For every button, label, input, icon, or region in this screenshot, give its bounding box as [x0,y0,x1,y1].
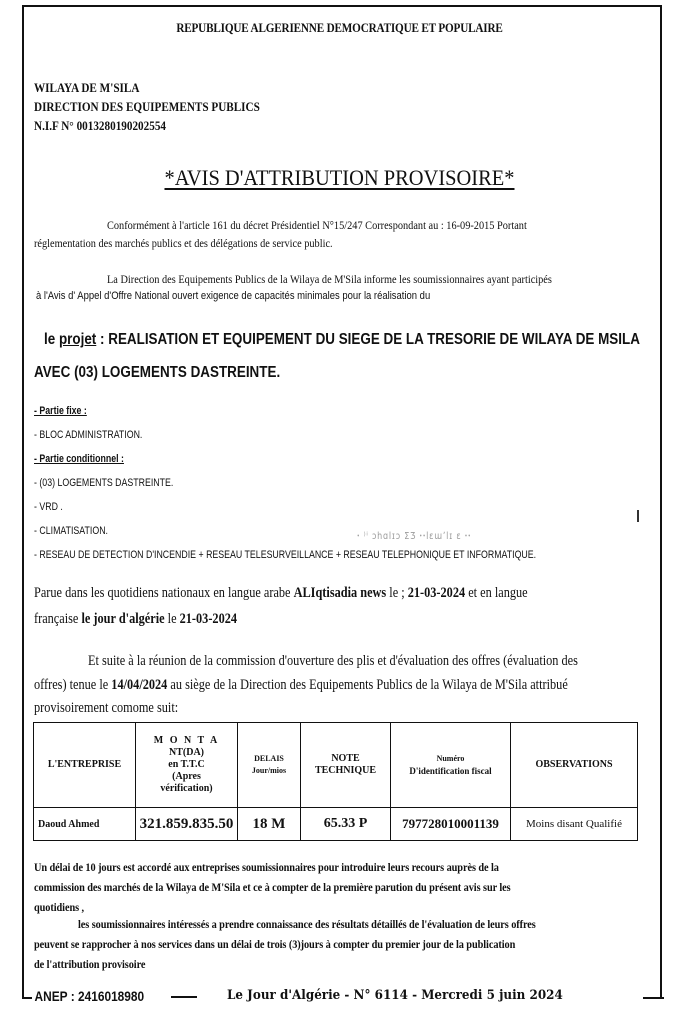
header-text: NT(DA) [169,747,204,758]
column-header-delay [238,723,301,808]
appeal-notice-line-2: commission des marchés de la Wilaya de M'Sila et ce à compter de la première parution du présent avis sur les [34,880,511,894]
cell-tax-id: 797728010001139 [391,808,511,841]
award-table [33,722,638,841]
project-name: : REALISATION ET EQUIPEMENT DU SIEGE DE LA TRESORIE DE WILAYA DE MSILA [96,331,640,348]
footer-rule [171,996,197,998]
header-text: (Apres [172,771,201,782]
direction-name: DIRECTION DES EQUIPEMENTS PUBLICS [34,99,260,114]
table-header-row [34,723,638,808]
meeting-text: au siège de la Direction des Equipements Publics de la Wilaya de M'Sila attribué [167,677,568,693]
anep-reference: ANEP : 2416018980 [32,988,147,1004]
header-text: DELAIS [254,754,284,763]
french-newspaper: le jour d'algérie [81,611,165,627]
fixed-part-heading: - Partie fixe : [34,405,87,417]
header-text: M O N T A [153,735,220,746]
cell-observation: Moins disant Qualifié [511,808,638,841]
project-title-line-2: AVEC (03) LOGEMENTS DASTREINTE. [34,364,281,381]
cell-amount: 321.859.835.50 [136,808,238,841]
bleed-through-stamp: ꞏ ⁾ⁱ ɔhɑlɪɔ ƩƷ ꞏꞏlɛɯʼlɪ ɛ ꞏꞏ [357,531,472,542]
column-header-technical-note [301,723,391,808]
appeal-notice-line-1: Un délai de 10 jours est accordé aux entreprises soumissionnaires pour introduire leurs recours auprès de la [34,860,499,874]
project-label: projet [58,331,97,348]
notice-border [22,5,662,999]
conditional-part-item: - VRD . [34,501,63,513]
meeting-date: 14/04/2024 [111,677,168,693]
republic-header: REPUBLIQUE ALGERIENNE DEMOCRATIQUE ET POPULAIRE [176,20,503,35]
scan-mark [637,510,639,522]
meeting-line-3: provisoirement comome suit: [34,700,179,716]
header-text: D'identification fiscal [409,766,492,776]
arabic-publication-date: 21-03-2024 [407,585,466,601]
publication-line-1 [34,585,528,602]
notice-title: *AVIS D'ATTRIBUTION PROVISOIRE* [164,165,515,190]
project-title-line-1 [44,331,640,349]
header-text: TECHNIQUE [314,765,377,776]
conditional-part-item: - CLIMATISATION. [34,525,108,537]
newspaper-issue-line: Le Jour d'Algérie - N° 6114 - Mercredi 5 juin 2024 [227,988,563,1003]
project-prefix: le [44,331,59,348]
table-row [34,808,638,841]
header-text: Jour/mios [251,766,287,775]
arabic-newspaper: ALIqtisadia news [293,585,387,601]
fixed-part-item: - BLOC ADMINISTRATION. [34,429,143,441]
legal-reference-line-2: réglementation des marchés publics et des délégations de service public. [34,236,333,250]
publication-text: Parue dans les quotidiens nationaux en langue arabe [34,585,294,601]
appeal-notice-line-3: quotidiens , [34,900,85,914]
header-text: NOTE [331,753,360,764]
conditional-part-heading: - Partie conditionnel : [34,453,124,465]
border-corner-bottom-left [22,997,32,999]
nif-number: N.I.F N° 0013280190202554 [34,118,167,133]
column-header-company: L'ENTREPRISE [34,723,136,808]
publication-line-2 [34,611,237,628]
cell-technical-note: 65.33 P [301,808,391,841]
inform-line-2: à l'Avis d' Appel d'Offre National ouvert exigence de capacités minimales pour la réalisation du [36,290,431,302]
header-text: vérification) [160,783,213,794]
publication-text: française [34,611,82,627]
french-publication-date: 21-03-2024 [179,611,238,627]
cell-company: Daoud Ahmed [34,808,136,841]
results-notice-line-2: peuvent se rapprocher à nos services dans un délai de trois (3)jours à compter du premier jour de la publication [34,937,516,951]
cell-delay: 18 M [238,808,301,841]
meeting-text: offres) tenue le [34,677,112,693]
publication-text: le [164,611,180,627]
header-text: en T.T.C [168,759,205,770]
border-corner-bottom-right [643,997,664,999]
publication-text: et en langue [465,585,528,601]
results-notice-line-1: les soumissionnaires intéressés a prendre connaissance des résultats détaillés de l'évaluation de leurs offres [78,917,536,931]
column-header-tax-id [391,723,511,808]
column-header-amount [136,723,238,808]
conditional-part-item: - (03) LOGEMENTS DASTREINTE. [34,477,174,489]
publication-text: le ; [386,585,408,601]
inform-line-1: La Direction des Equipements Publics de la Wilaya de M'Sila informe les soumissionnaires ayant participés [107,272,552,286]
wilaya-name: WILAYA DE M'SILA [34,80,140,95]
meeting-line-1: Et suite à la réunion de la commission d'ouverture des plis et d'évaluation des offres (évaluation des [88,653,578,669]
legal-reference-line-1: Conformément à l'article 161 du décret Présidentiel N°15/247 Correspondant au : 16-09-2015 Portant [107,218,527,232]
column-header-observations: OBSERVATIONS [511,723,638,808]
results-notice-line-3: de l'attribution provisoire [34,957,146,971]
meeting-line-2 [34,677,568,694]
header-text: Numéro [436,754,465,763]
conditional-part-item: - RESEAU DE DETECTION D'INCENDIE + RESEAU TELESURVEILLANCE + RESEAU TELEPHONIQUE ET INFORMATIQUE. [34,549,537,561]
